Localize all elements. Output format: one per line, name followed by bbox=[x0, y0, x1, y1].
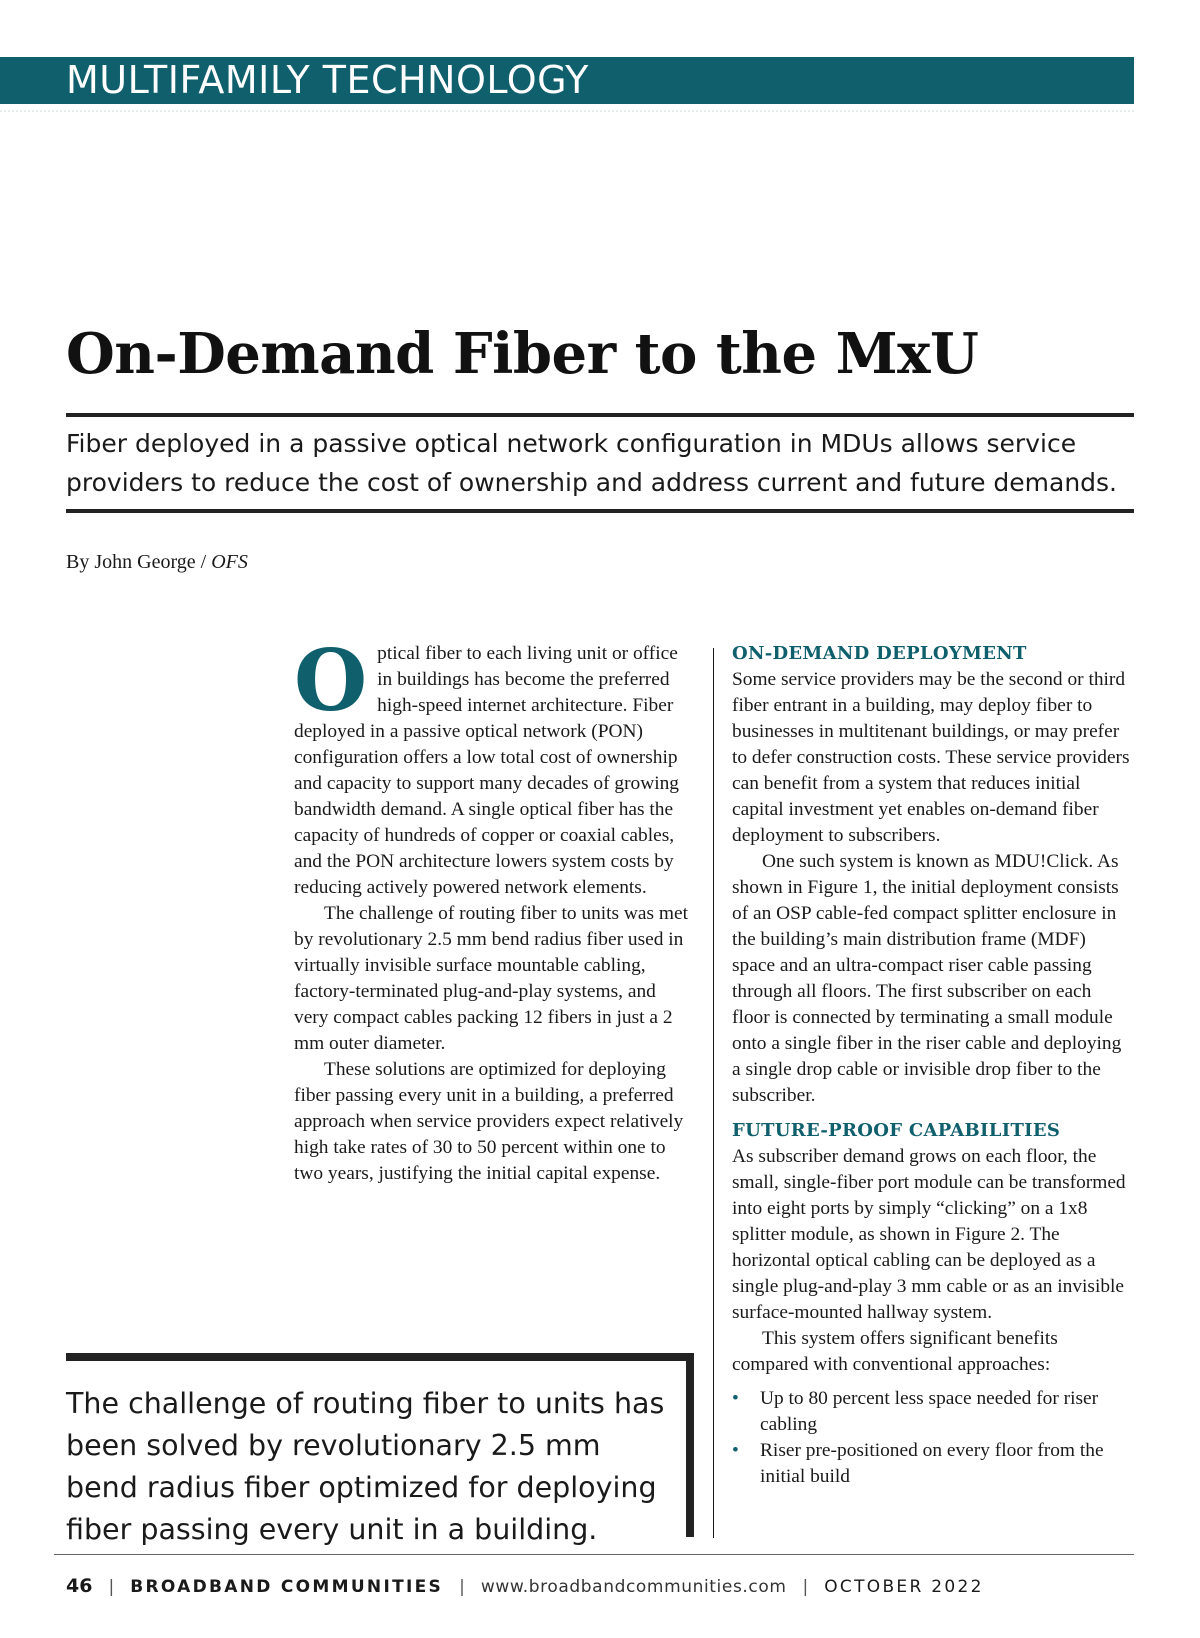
deck-rule-bottom bbox=[66, 509, 1134, 513]
footer-separator: | bbox=[108, 1577, 115, 1597]
list-item bbox=[732, 1438, 1132, 1490]
byline-company: OFS bbox=[211, 551, 248, 573]
article-deck: Fiber deployed in a passive optical network configuration in MDUs allows service providers to reduce the cost of ownership and address current and future demands. bbox=[66, 429, 1118, 497]
body-column-2 bbox=[732, 641, 1132, 1490]
subhead-future-proof-capabilities: FUTURE-PROOF CAPABILITIES bbox=[732, 1120, 1061, 1141]
bullet-icon: • bbox=[732, 1440, 739, 1461]
list-item-text: Up to 80 percent less space needed for riser cabling bbox=[760, 1388, 1099, 1435]
paragraph: These solutions are optimized for deploying fiber passing every unit in a building, a preferred approach when service providers expect relatively high take rates of 30 to 50 percent within one to two years, justifying the initial capital expense. bbox=[294, 1059, 684, 1184]
section-label: MULTIFAMILY TECHNOLOGY bbox=[66, 58, 589, 102]
deck-rule-top bbox=[66, 413, 1134, 417]
paragraph-text: ptical fiber to each living unit or office in buildings has become the preferred high-speed internet architecture. Fiber deployed in a passive optical network (PON) configuration offers a low total cost of ownership and capacity to support many decades of growing bandwidth demand. A single optical fiber has the capacity of hundreds of copper or coaxial cables, and the PON architecture lowers system costs by reducing actively powered network elements. bbox=[294, 643, 680, 898]
bullet-icon: • bbox=[732, 1388, 739, 1409]
magazine-name: BROADBAND COMMUNITIES bbox=[130, 1577, 444, 1597]
paragraph bbox=[294, 631, 690, 901]
byline bbox=[66, 551, 248, 574]
page-number: 46 bbox=[66, 1575, 93, 1597]
drop-cap: O bbox=[294, 631, 368, 730]
paragraph: One such system is known as MDU!Click. As shown in Figure 1, the initial deployment consists of an OSP cable-fed compact splitter enclosure in the building’s main distribution frame (MDF) space and an ultra-compact riser cable passing through all floors. The first subscriber on each floor is connected by terminating a small module onto a single fiber in the riser cable and deploying a single drop cable or invisible drop fiber to the subscriber. bbox=[732, 851, 1122, 1106]
footer-separator: | bbox=[459, 1577, 465, 1597]
page-footer bbox=[66, 1573, 984, 1600]
column-divider bbox=[713, 648, 714, 1538]
article-title: On-Demand Fiber to the MxU bbox=[66, 321, 979, 387]
list-item bbox=[732, 1386, 1132, 1438]
paragraph: As subscriber demand grows on each floor, the small, single-fiber port module can be transformed into eight ports by simply “clicking” on a 1x8 splitter module, as shown in Figure 2. The horizontal optical cabling can be deployed as a single plug-and-play 3 mm cable or as an invisible surface-mounted hallway system. bbox=[732, 1146, 1126, 1323]
section-banner bbox=[0, 57, 1134, 104]
list-item-text: Riser pre-positioned on every floor from the initial build bbox=[760, 1440, 1104, 1487]
paragraph: The challenge of routing fiber to units was met by revolutionary 2.5 mm bend radius fiber used in virtually invisible surface mountable cabling, factory-terminated plug-and-play systems, and very compact cables packing 12 fibers in just a 2 mm outer diameter. bbox=[294, 903, 689, 1054]
subhead-on-demand-deployment: ON-DEMAND DEPLOYMENT bbox=[732, 643, 1027, 664]
byline-author: By John George / bbox=[66, 551, 207, 573]
banner-divider bbox=[0, 110, 1134, 118]
footer-rule bbox=[54, 1554, 1134, 1555]
paragraph: This system offers significant benefits compared with conventional approaches: bbox=[732, 1328, 1058, 1375]
pull-quote-text: The challenge of routing fiber to units has been solved by revolutionary 2.5 mm bend radius fiber optimized for deploying fiber passing every unit in a building. bbox=[66, 1387, 665, 1546]
issue-date: OCTOBER 2022 bbox=[824, 1577, 984, 1597]
footer-separator: | bbox=[802, 1577, 809, 1597]
website-url: www.broadbandcommunities.com bbox=[480, 1577, 787, 1597]
pull-quote-box bbox=[66, 1353, 694, 1546]
body-column-1 bbox=[294, 631, 690, 1187]
paragraph: Some service providers may be the second or third fiber entrant in a building, may deploy fiber to businesses in multitenant buildings, or may prefer to defer construction costs. These service providers can benefit from a system that reduces initial capital investment yet enables on-demand fiber deployment to subscribers. bbox=[732, 669, 1130, 846]
benefits-list bbox=[732, 1386, 1132, 1490]
